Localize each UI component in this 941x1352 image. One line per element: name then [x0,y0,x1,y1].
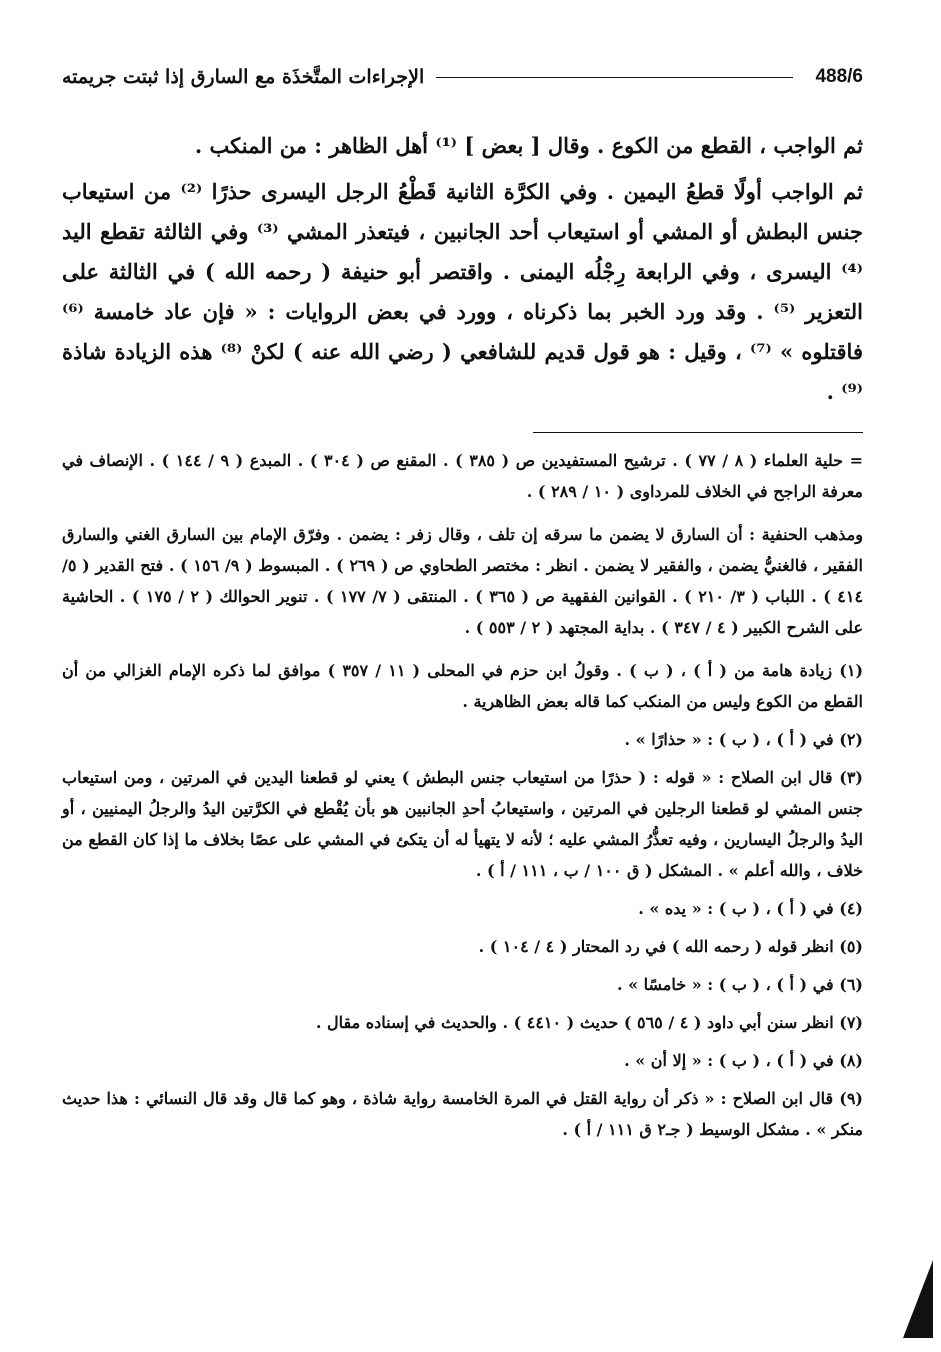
paragraph: ثم الواجب ، القطع من الكوع . وقال [ بعض ] ⁽¹⁾ أهل الظاهر : من المنكب . [194,133,863,158]
page-number: 488/6 [815,66,863,87]
footnote-8: (٨) في ( أ ) ، ( ب ) : « إلا أن » . [624,1051,863,1070]
header-rule [436,77,793,78]
footnote-2: (٢) في ( أ ) ، ( ب ) : « حذارًا » . [624,730,863,749]
footnote-6: (٦) في ( أ ) ، ( ب ) : « خامسًا » . [616,975,863,994]
footnote-5: (٥) انظر قوله ( رحمه الله ) في رد المحتار ( ٤ / ١٠٤ ) . [478,937,863,956]
footnote-3: (٣) قال ابن الصلاح : « قوله : ( حذرًا من استيعاب جنس البطش ) يعني لو قطعنا اليدين في المرتين ، ومن استيعاب جنس المشي لو قطعنا الرجلين في المرتين ، واستيعابُ أحدِ الجانبين هو بأن يُقْطع في الكرَّتين اليدُ والرجلُ اليمنيين ، أو اليدُ والرجلُ اليسارين ، وفيه تعذُّرُ المشي عليه ؛ لأنه لا يتهيأ له أن يتكئ في المشي على عصًا بخلاف ما إذا كان القطع من خلاف ، والله أعلم » . المشكل ( ق ١٠٠ / ب ، ١١١ / أ ) . [62,768,863,880]
header-title: الإجراءات المتَّخذَة مع السارق إذا ثبتت جريمته [62,66,425,88]
footnote-hanafi: ومذهب الحنفية : أن السارق لا يضمن ما سرقه إن تلف ، وقال زفر : يضمن . وفرّق الإمام بين السارق الغني والسارق الفقير ، فالغنيُّ يضمن ، والفقير لا يضمن . انظر : مختصر الطحاوي ص ( ٢٦٩ ) . المبسوط ( ٩/ ١٥٦ ) . فتح القدير ( ٥/ ٤١٤ ) . اللباب ( ٣/ ٢١٠ ) . القوانين الفقهية ص ( ٣٦٥ ) . المنتقى ( ٧/ ١٧٧ ) . تنوير الحوالك ( ٢ / ١٧٥ ) . الحاشية على الشرح الكبير ( ٤ / ٣٤٧ ) . بداية المجتهد ( ٢ / ٥٥٣ ) . [62,525,864,637]
footnote-7: (٧) انظر سنن أبي داود ( ٤ / ٥٦٥ ) حديث ( ٤٤١٠ ) . والحديث في إسناده مقال . [315,1013,863,1032]
scan-corner-shadow [903,1260,933,1338]
footnotes [62,445,863,1145]
main-text [62,126,863,412]
running-header [62,60,863,94]
paragraph: ثم الواجب أولًا قطعُ اليمين . وفي الكرَّة الثانية قَطْعُ الرجل اليسرى حذرًا ⁽²⁾ من استيعاب جنس البطش أو المشي أو استيعاب أحد الجانبين ، فيتعذر المشي ⁽³⁾ وفي الثالثة تقطع اليد ⁽⁴⁾ اليسرى ، وفي الرابعة رِجْلُه اليمنى . واقتصر أبو حنيفة ( رحمه الله ) في الثالثة على التعزير ⁽⁵⁾ . وقد ورد الخبر بما ذكرناه ، وورد في بعض الروايات : « فإن عاد خامسة ⁽⁶⁾ فاقتلوه » ⁽⁷⁾ ، وقيل : هو قول قديم للشافعي ( رضي الله عنه ) لكنْ ⁽⁸⁾ هذه الزيادة شاذة ⁽⁹⁾ . [62,179,864,404]
page [62,60,863,1152]
footnote-9: (٩) قال ابن الصلاح : « ذكر أن رواية القتل في المرة الخامسة رواية شاذة ، وهو كما قال وقد قال النسائي : هذا حديث منكر » . مشكل الوسيط ( جـ٢ ق ١١١ / أ ) . [62,1089,863,1139]
footnote-1: (١) زيادة هامة من ( أ ) ، ( ب ) . وقولُ ابن حزم في المحلى ( ١١ / ٣٥٧ ) موافق لما ذكره الإمام الغزالي من أن القطع من الكوع وليس من المنكب كما قاله بعض الظاهرية . [62,661,864,711]
footnote-4: (٤) في ( أ ) ، ( ب ) : « يده » . [638,899,863,918]
footnote-continued: = حلية العلماء ( ٨ / ٧٧ ) . ترشيح المستفيدين ص ( ٣٨٥ ) . المقنع ص ( ٣٠٤ ) . المبدع ( ٩ / ١٤٤ ) . الإنصاف في معرفة الراجح في الخلاف للمرداوى ( ١٠ / ٢٨٩ ) . [62,451,864,501]
footnote-separator [533,432,863,433]
